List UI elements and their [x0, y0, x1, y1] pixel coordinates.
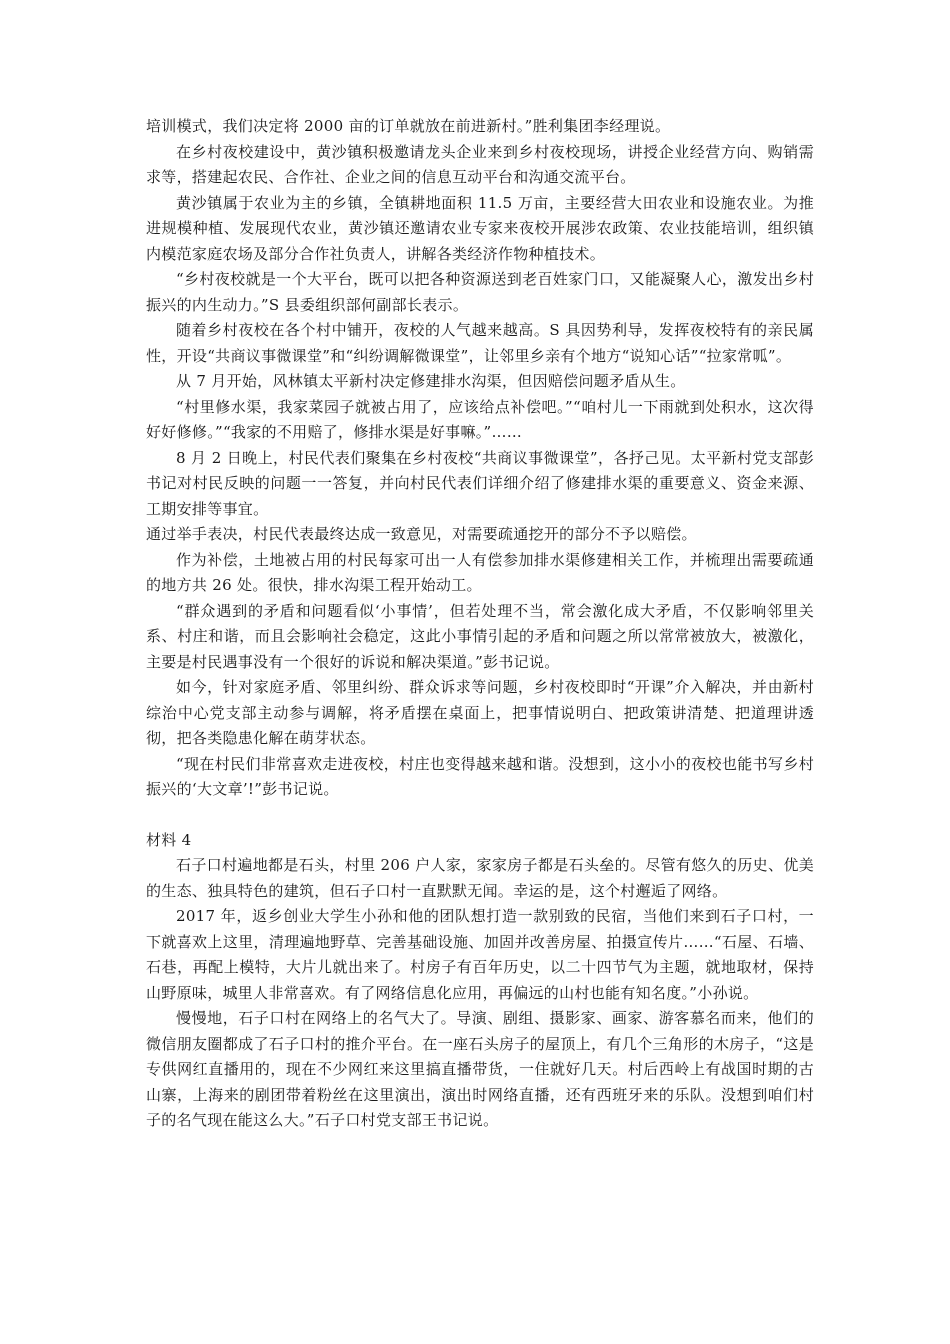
paragraph: 石子口村遍地都是石头，村里 206 户人家，家家房子都是石头垒的。尽管有悠久的历史、优美的生态、独具特色的建筑，但石子口村一直默默无闻。幸运的是，这个村邂逅了网络。	[146, 856, 814, 900]
paragraph: 8 月 2 日晚上，村民代表们聚集在乡村夜校“共商议事微课堂”，各抒己见。太平新村党支部彭书记对村民反映的问题一一答复，并向村民代表们详细介绍了修建排水渠的重要意义、资金来源、工期安排等事宜。	[146, 448, 814, 518]
paragraph: 慢慢地，石子口村在网络上的名气大了。导演、剧组、摄影家、画家、游客慕名而来，他们的微信朋友圈都成了石子口村的推介平台。在一座石头房子的屋顶上，有几个三角形的木房子，“这是专供网红直播用的，现在不少网红来这里搞直播带货，一住就好几天。村后西岭上有战国时期的古山寨，上海来的剧团带着粉丝在这里演出，演出时网络直播，还有西班牙来的乐队。没想到咱们村子的名气现在能这么大。”石子口村党支部王书记说。	[146, 1009, 814, 1129]
paragraph: 在乡村夜校建设中，黄沙镇积极邀请龙头企业来到乡村夜校现场，讲授企业经营方向、购销需求等，搭建起农民、合作社、企业之间的信息互动平台和沟通交流平台。	[146, 142, 814, 186]
paragraph: “群众遇到的矛盾和问题看似‘小事情’，但若处理不当，常会激化成大矛盾，不仅影响邻里关系、村庄和谐，而且会影响社会稳定，这此小事情引起的矛盾和问题之所以常常被放大，被激化，主要是村民遇事没有一个很好的诉说和解决渠道。”彭书记说。	[146, 601, 814, 671]
paragraph: 2017 年，返乡创业大学生小孙和他的团队想打造一款别致的民宿，当他们来到石子口村，一下就喜欢上这里，清理遍地野草、完善基础设施、加固并改善房屋、拍摄宣传片……“石屋、石墙、石巷，再配上模特，大片儿就出来了。村房子有百年历史，以二十四节气为主题，就地取材，保持山野原味，城里人非常喜欢。有了网络信息化应用，再偏远的山村也能有知名度。”小孙说。	[146, 907, 814, 1002]
paragraph: 作为补偿，土地被占用的村民每家可出一人有偿参加排水渠修建相关工作，并梳理出需要疏通的地方共 26 处。很快，排水沟渠工程开始动工。	[146, 550, 814, 594]
paragraph: 从 7 月开始，风林镇太平新村决定修建排水沟渠，但因赔偿问题矛盾从生。	[176, 372, 686, 390]
paragraph: 培训模式，我们决定将 2000 亩的订单就放在前进新村。”胜利集团李经理说。	[146, 117, 671, 135]
paragraph: “乡村夜校就是一个大平台，既可以把各种资源送到老百姓家门口，又能凝聚人心，激发出乡村振兴的内生动力。”S 县委组织部何副部长表示。	[146, 270, 814, 314]
paragraph: “现在村民们非常喜欢走进夜校，村庄也变得越来越和谐。没想到，这小小的夜校也能书写乡村振兴的‘大文章’!”彭书记说。	[146, 754, 814, 798]
section-heading: 材料 4	[146, 830, 192, 849]
paragraph: “村里修水渠，我家菜园子就被占用了，应该给点补偿吧。”“咱村儿一下雨就到处积水，这次得好好修修。”“我家的不用赔了，修排水渠是好事嘛。”……	[146, 397, 814, 441]
paragraph: 黄沙镇属于农业为主的乡镇，全镇耕地面积 11.5 万亩，主要经营大田农业和设施农业。为推进规模种植、发展现代农业，黄沙镇还邀请农业专家来夜校开展涉农政策、农业技能培训，组织镇内模范家庭农场及部分合作社负责人，讲解各类经济作物种植技术。	[146, 193, 814, 263]
document-body	[146, 114, 814, 1134]
section-spacer	[146, 803, 814, 828]
paragraph: 通过举手表决，村民代表最终达成一致意见，对需要疏通挖开的部分不予以赔偿。	[146, 525, 697, 543]
paragraph: 如今，针对家庭矛盾、邻里纠纷、群众诉求等问题，乡村夜校即时“开课”介入解决，并由新村综治中心党支部主动参与调解，将矛盾摆在桌面上，把事情说明白、把政策讲清楚、把道理讲透彻，把各类隐患化解在萌芽状态。	[146, 678, 814, 747]
paragraph: 随着乡村夜校在各个村中铺开，夜校的人气越来越高。S 具因势利导，发挥夜校特有的亲民属性，开设“共商议事微课堂”和“纠纷调解微课堂”，让邻里乡亲有个地方“说知心话”“拉家常呱”。	[146, 321, 814, 365]
